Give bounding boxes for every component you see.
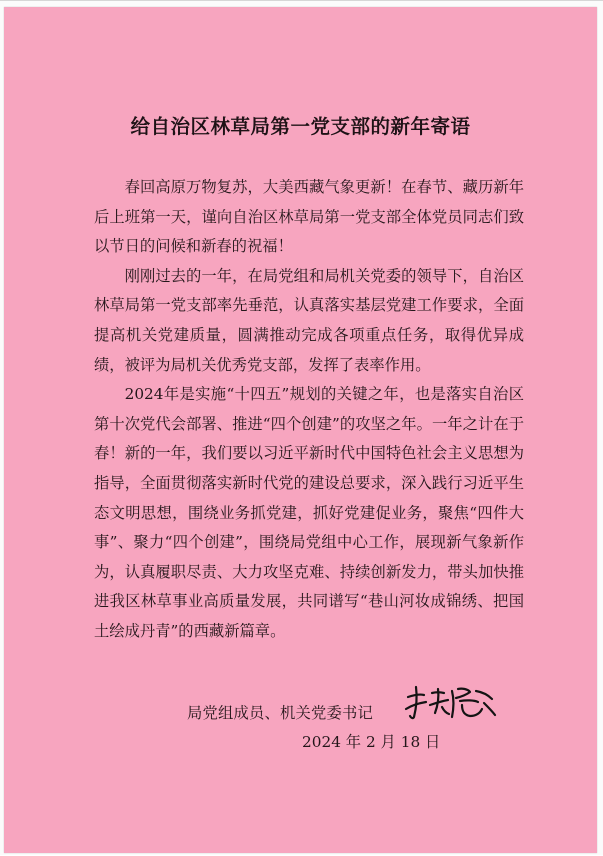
letter-body [94, 173, 524, 647]
letter-page [4, 7, 597, 853]
paragraph-outlook: 2024年是实施“十四五”规划的关键之年，也是落实自治区第十次党代会部署、推进“四个创建”的攻坚之年。一年之计在于春！新的一年，我们要以习近平新时代中国特色社会主义思想为指导，全面贯彻落实新时代党的建设总要求，深入践行习近平生态文明思想，围绕业务抓党建，抓好党建促业务，聚焦“四件大事”、聚力“四个创建”，围绕局党组中心工作，展现新气象新作为，认真履职尽责、大力攻坚克难、持续创新发力，带头加快推进我区林草事业高质量发展，共同谱写“巷山河妆成锦绣、把国土绘成丹青”的西藏新篇章。 [94, 385, 524, 640]
paragraph-greeting: 春回高原万物复苏，大美西藏气象更新！在春节、藏历新年后上班第一天，谨向自治区林草局第一党支部全体党员同志们致以节日的问候和新春的祝福！ [94, 178, 524, 256]
letter-title: 给自治区林草局第一党支部的新年寄语 [130, 115, 471, 138]
signer-title: 局党组成员、机关党委书记 [187, 704, 373, 722]
paragraph-review: 刚刚过去的一年，在局党组和局机关党委的领导下，自治区林草局第一党支部率先垂范，认真落实基层党建工作要求，全面提高机关党建质量，圆满推动完成各项重点任务，取得优异成绩，被评为局机关优秀党支部，发挥了表率作用。 [94, 266, 524, 374]
letter-date: 2024 年 2 月 18 日 [302, 733, 441, 751]
